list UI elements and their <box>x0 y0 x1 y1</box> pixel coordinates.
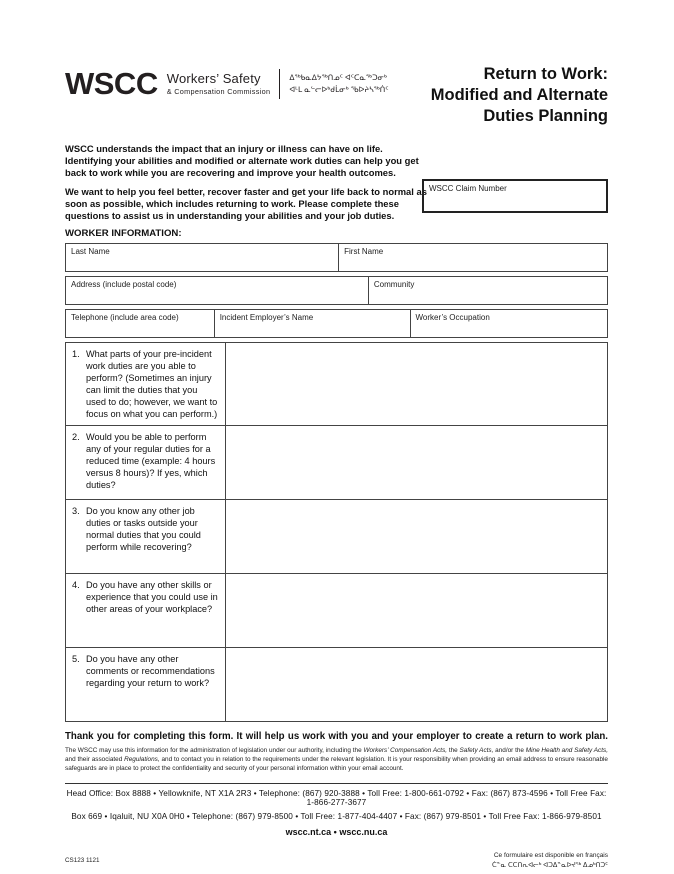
logo-org-line1: Workers’ Safety <box>166 71 261 86</box>
footer-contact-line-2: Box 669 • Iqaluit, NU X0A 0H0 • Telephone: (867) 979-8500 • Toll Free: 1-877-404-4407 • Fax: (867) 979-8501 • Toll Free Fax: 1-866-979-8501 <box>71 812 602 822</box>
intro-section <box>65 143 608 221</box>
question-4-text <box>66 574 226 648</box>
last-name-label: Last Name <box>71 247 110 257</box>
question-3-label: Do you know any other job duties or tasks outside your normal duties that you could perform while recovering? <box>86 506 201 552</box>
question-2-answer-field[interactable] <box>226 426 608 500</box>
availability-inuktitut: ᑖᓐᓇ ᑕᑕᑎᕆᐊᓕᒃ ᐊᑐᐃᓐᓇᐅᔪᖅ ᐃᓄᒃᑎᑐᑦ <box>492 861 608 869</box>
question-row-1 <box>66 343 608 426</box>
first-name-label: First Name <box>344 247 384 257</box>
footer-divider <box>65 783 608 784</box>
question-1-answer-field[interactable] <box>226 343 608 426</box>
question-4-answer-field[interactable] <box>226 574 608 648</box>
footer-websites: wscc.nt.ca • wscc.nu.ca <box>285 827 388 838</box>
intro-paragraph-1: WSCC understands the impact that an injury or illness can have on life. Identifying your abilities and modified or alternate work duties can help you get back to work while you are recovering and improve your health outcomes. <box>65 143 419 179</box>
employer-field[interactable] <box>214 310 410 337</box>
question-3-number: 3. <box>72 506 80 517</box>
worker-information-heading: WORKER INFORMATION: <box>65 228 182 240</box>
worker-info-row-1 <box>65 243 608 272</box>
worker-info-row-3 <box>65 309 608 338</box>
question-row-2 <box>66 426 608 500</box>
address-label: Address (include postal code) <box>71 280 177 290</box>
occupation-field[interactable] <box>410 310 607 337</box>
address-field[interactable] <box>66 277 368 304</box>
question-3-text <box>66 500 226 574</box>
question-3-answer-field[interactable] <box>226 500 608 574</box>
title-line2: Modified and Alternate <box>430 86 608 105</box>
community-label: Community <box>373 280 415 290</box>
employer-label: Incident Employer’s Name <box>219 313 314 323</box>
bottom-row <box>65 851 608 871</box>
logo-org-name <box>167 71 271 96</box>
footer-contact-line-1: Head Office: Box 8888 • Yellowknife, NT X1A 2R3 • Telephone: (867) 920-3888 • Toll Free: 1-800-661-0792 • Fax: (867) 873-4596 • Toll Free Fax: 1-866-277-3677 <box>66 789 607 808</box>
question-5-answer-field[interactable] <box>226 648 608 722</box>
logo-syllabics <box>289 72 388 96</box>
form-code: CS123 1121 <box>65 857 100 865</box>
first-name-field[interactable] <box>338 244 607 271</box>
availability-french: Ce formulaire est disponible en français <box>493 852 608 860</box>
occupation-label: Worker’s Occupation <box>415 313 490 323</box>
question-1-text <box>66 343 226 426</box>
title-line1: Return to Work: <box>483 65 608 83</box>
intro-paragraph-2: We want to help you feel better, recover faster and get your life back to normal as soon as possible, which includes returning to work. Please complete these questions to assist us in understanding your abilities and your job duties. <box>65 185 427 221</box>
wscc-logo <box>65 60 389 99</box>
community-field[interactable] <box>368 277 607 304</box>
logo-org-line2: & Compensation Commission <box>166 87 271 96</box>
claim-number-label: WSCC Claim Number <box>429 184 507 194</box>
question-1-label: What parts of your pre-incident work duties are you able to perform? (Sometimes an injury can limit the duties that you used to do; however, we want to focus on what you can perform.) <box>86 349 218 420</box>
question-5-text <box>66 648 226 722</box>
questions-table <box>65 342 608 722</box>
language-availability-note <box>492 851 608 871</box>
logo-syllabics-line1: ᐃᖅᑲᓇᐃᔭᖅᑎᓄᑦ ᐊᑦᑕᓇᖅᑐᓂᒃ <box>289 72 387 82</box>
logo-divider <box>279 69 280 99</box>
logo-acronym: WSCC <box>65 66 158 101</box>
title-line3: Duties Planning <box>483 107 608 126</box>
question-5-label: Do you have any other comments or recommendations regarding your return to work? <box>86 654 215 689</box>
question-2-number: 2. <box>72 432 80 443</box>
question-row-4 <box>66 574 608 648</box>
header <box>65 60 608 127</box>
page-title <box>431 60 608 127</box>
telephone-label: Telephone (include area code) <box>71 313 179 323</box>
claim-number-field[interactable] <box>422 179 608 213</box>
telephone-field[interactable] <box>66 310 214 337</box>
question-2-text <box>66 426 226 500</box>
question-4-label: Do you have any other skills or experience that you could use in other areas of your workplace? <box>86 580 218 615</box>
closing-statement: Thank you for completing this form. It will help us work with you and your employer to create a return to work plan. <box>65 731 608 743</box>
question-1-number: 1. <box>72 349 80 360</box>
privacy-fine-print: The WSCC may use this information for the administration of legislation under our authority, including the Workers’ Compensation Acts, the Safety Acts, and/or the Mine Health and Safety Acts, and their associated Regulations, and to contact you in relation to the requirements under the relevant legislation. It is your responsibility when providing an email address to ensure reasonable safeguards are in place to protect the confidentiality and security of your personal information within your email account. <box>65 747 608 773</box>
question-5-number: 5. <box>72 654 80 665</box>
last-name-field[interactable] <box>66 244 338 271</box>
logo-syllabics-line2: ᐊᒻᒪ ᓇᓪᓕᐅᒃᑯᒫᓂᒃ ᖃᐅᔨᓴᖅᑏᑦ <box>289 84 389 94</box>
question-row-3 <box>66 500 608 574</box>
question-4-number: 4. <box>72 580 80 591</box>
question-row-5 <box>66 648 608 722</box>
worker-info-row-2 <box>65 276 608 305</box>
question-2-label: Would you be able to perform any of your regular duties for a reduced time (example: 4 hours versus 8 hours)? If yes, which duties? <box>86 432 216 490</box>
